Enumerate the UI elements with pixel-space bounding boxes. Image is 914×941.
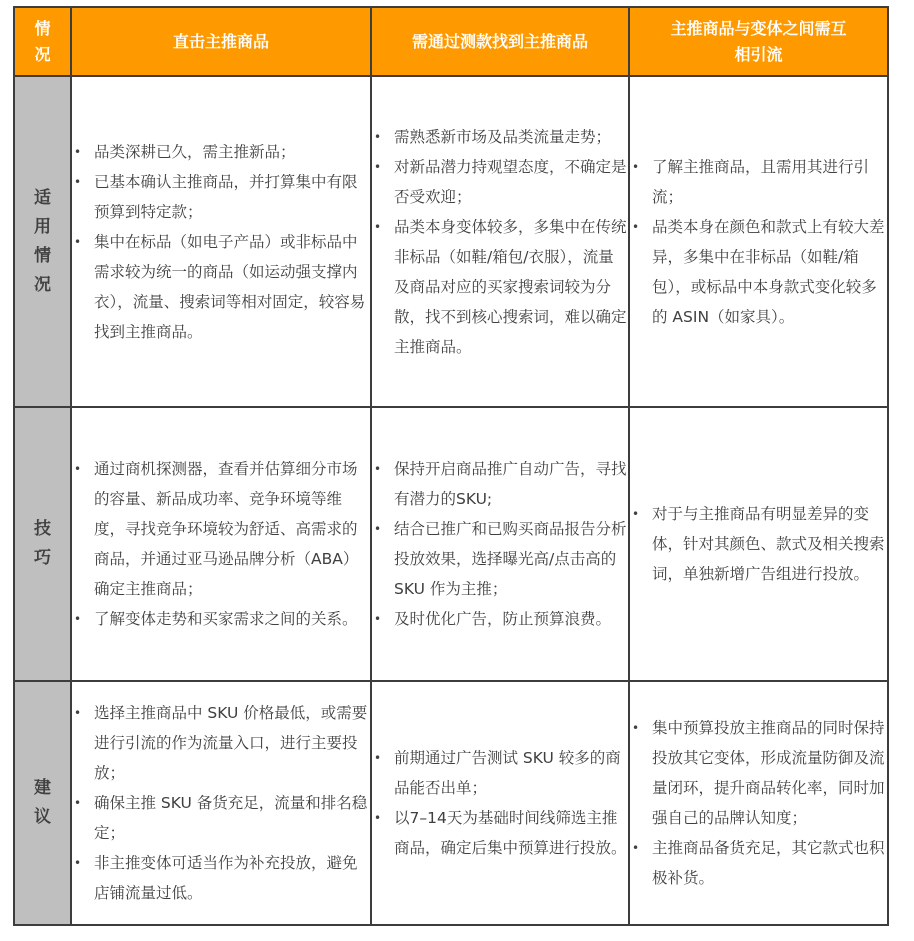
bullet-item: • 确保主推 SKU 备货充足，流量和排名稳定； xyxy=(72,788,370,848)
header-col-direct-label: 直击主推商品 xyxy=(172,31,269,51)
header-col-variants xyxy=(629,7,888,76)
bullet-item: • 结合已推广和已购买商品报告分析投放效果，选择曝光高/点击高的SKU 作为主推； xyxy=(372,514,628,604)
bullet-list xyxy=(630,713,887,893)
table-cell xyxy=(371,76,629,407)
bullet-item: • 需熟悉新市场及品类流量走势； xyxy=(372,122,628,152)
bullet-item: • 品类本身变体较多，多集中在传统非标品（如鞋/箱包/衣服），流量及商品对应的买家搜索词较为分散，找不到核心搜索词，难以确定主推商品。 xyxy=(372,212,628,362)
bullet-item: • 对于与主推商品有明显差异的变体，针对其颜色、款式及相关搜索词，单独新增广告组进行投放。 xyxy=(630,499,887,589)
bullet-item: • 非主推变体可适当作为补充投放，避免店铺流量过低。 xyxy=(72,848,370,908)
header-corner-label: 情况 xyxy=(34,18,51,64)
bullet-item: • 通过商机探测器，查看并估算细分市场的容量、新品成功率、竞争环境等维度，寻找竞争环境较为舒适、高需求的商品，并通过亚马逊品牌分析（ABA）确定主推商品； xyxy=(72,454,370,604)
comparison-table xyxy=(13,6,889,926)
table-cell xyxy=(71,681,371,925)
bullet-item: • 保持开启商品推广自动广告，寻找有潜力的SKU; xyxy=(372,454,628,514)
table-cell xyxy=(71,76,371,407)
bullet-item: • 集中在标品（如电子产品）或非标品中需求较为统一的商品（如运动强支撑内衣），流量、搜索词等相对固定，较容易找到主推商品。 xyxy=(72,227,370,347)
row-label: 建议 xyxy=(34,778,51,827)
bullet-item: • 了解变体走势和买家需求之间的关系。 xyxy=(72,604,370,634)
bullet-item: • 及时优化广告，防止预算浪费。 xyxy=(372,604,628,634)
table-cell xyxy=(629,681,888,925)
bullet-list xyxy=(72,698,370,908)
bullet-list xyxy=(372,454,628,634)
bullet-item: • 了解主推商品，且需用其进行引流； xyxy=(630,152,887,212)
bullet-list xyxy=(372,122,628,362)
bullet-item: • 对新品潜力持观望态度，不确定是否受欢迎； xyxy=(372,152,628,212)
bullet-item: • 主推商品备货充足，其它款式也积极补货。 xyxy=(630,833,887,893)
table-row-tips xyxy=(14,407,888,681)
row-label-cell xyxy=(14,681,71,925)
bullet-item: • 品类深耕已久，需主推新品； xyxy=(72,137,370,167)
header-col-variants-label: 主推商品与变体之间需互相引流 xyxy=(670,18,847,64)
bullet-list xyxy=(630,499,887,589)
table-row-applicable xyxy=(14,76,888,407)
bullet-item: • 已基本确认主推商品，并打算集中有限预算到特定款； xyxy=(72,167,370,227)
header-row xyxy=(14,7,888,76)
header-col-testing-label: 需通过测款找到主推商品 xyxy=(411,31,588,51)
table-cell xyxy=(371,407,629,681)
table-cell xyxy=(629,407,888,681)
bullet-list xyxy=(72,454,370,634)
header-corner-cell xyxy=(14,7,71,76)
bullet-item: • 品类本身在颜色和款式上有较大差异，多集中在非标品（如鞋/箱包），或标品中本身款式变化较多的 ASIN（如家具）。 xyxy=(630,212,887,332)
bullet-item: • 选择主推商品中 SKU 价格最低，或需要进行引流的作为流量入口，进行主要投放； xyxy=(72,698,370,788)
table-row-suggestions xyxy=(14,681,888,925)
row-label: 技巧 xyxy=(34,519,51,568)
header-col-direct xyxy=(71,7,371,76)
row-label-cell xyxy=(14,76,71,407)
table-cell xyxy=(629,76,888,407)
bullet-list xyxy=(72,137,370,347)
bullet-item: • 以7–14天为基础时间线筛选主推商品，确定后集中预算进行投放。 xyxy=(372,803,628,863)
table-cell xyxy=(71,407,371,681)
row-label: 适用情况 xyxy=(34,187,51,295)
bullet-item: • 集中预算投放主推商品的同时保持投放其它变体，形成流量防御及流量闭环，提升商品转化率，同时加强自己的品牌认知度； xyxy=(630,713,887,833)
table-cell xyxy=(371,681,629,925)
bullet-item: • 前期通过广告测试 SKU 较多的商品能否出单； xyxy=(372,743,628,803)
row-label-cell xyxy=(14,407,71,681)
header-col-testing xyxy=(371,7,629,76)
bullet-list xyxy=(372,743,628,863)
bullet-list xyxy=(630,152,887,332)
